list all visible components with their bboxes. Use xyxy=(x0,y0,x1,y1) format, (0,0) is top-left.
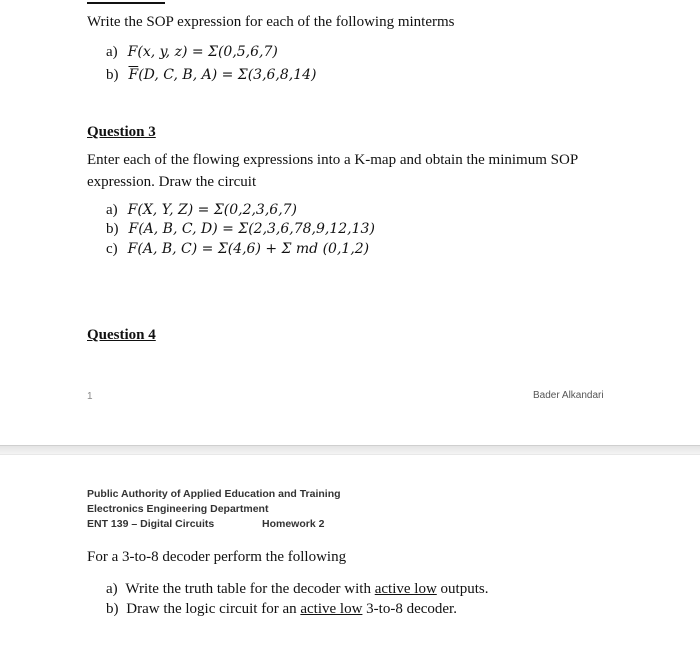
footer-page-number: 1 xyxy=(87,391,93,402)
q2-item-b-fbar: $\overline{F}$ xyxy=(128,67,139,83)
decoder-item-a xyxy=(106,581,488,598)
page-separator xyxy=(0,445,700,455)
q2-prompt: Write the SOP expression for each of the following minterms xyxy=(87,14,455,30)
decoder-item-a-label: a) xyxy=(106,581,118,597)
decoder-item-a-pre: Write the truth table for the decoder with xyxy=(125,581,375,597)
assignment-title: Homework 2 xyxy=(262,518,325,530)
footer-author: Bader Alkandari xyxy=(533,390,604,401)
decoder-prompt: For a 3-to-8 decoder perform the following xyxy=(87,549,347,565)
institution-name: Public Authority of Applied Education and Training xyxy=(87,488,341,500)
q3-heading: Question 3 xyxy=(87,124,156,140)
q3-item-b xyxy=(106,220,375,238)
q2-item-b xyxy=(106,66,317,84)
q2-item-b-expr: (D, C, B, A) = Σ(3,6,8,14) xyxy=(138,67,317,83)
q4-heading: Question 4 xyxy=(87,327,156,343)
q3-item-b-expr: F(A, B, C, D) = Σ(2,3,6,78,9,12,13) xyxy=(128,221,375,237)
q3-item-a-expr: F(X, Y, Z) = Σ(0,2,3,6,7) xyxy=(127,202,298,218)
decoder-item-a-post: outputs. xyxy=(436,581,489,597)
cut-off-heading-underline xyxy=(87,0,165,4)
decoder-item-b xyxy=(106,601,457,618)
decoder-item-b-emph: active low xyxy=(300,601,363,617)
decoder-item-b-post: 3-to-8 decoder. xyxy=(362,601,457,617)
q2-item-a-label: a) xyxy=(106,44,118,60)
q2-item-a xyxy=(106,43,278,61)
q3-prompt-line2: expression. Draw the circuit xyxy=(87,174,257,190)
decoder-item-b-pre: Draw the logic circuit for an xyxy=(126,601,301,617)
decoder-item-a-emph: active low xyxy=(374,581,437,597)
q3-item-b-label: b) xyxy=(106,221,119,237)
q2-item-a-expr: F(x, y, z) = Σ(0,5,6,7) xyxy=(127,44,278,60)
decoder-item-b-label: b) xyxy=(106,601,119,617)
q2-item-b-label: b) xyxy=(106,67,119,83)
q3-item-a xyxy=(106,201,297,219)
q3-item-c-expr: F(A, B, C) = Σ(4,6) + Σ md (0,1,2) xyxy=(127,241,370,257)
q3-item-c-label: c) xyxy=(106,241,118,257)
q3-item-c xyxy=(106,240,369,258)
q3-prompt-line1: Enter each of the flowing expressions into a K-map and obtain the minimum SOP xyxy=(87,152,579,168)
course-name: ENT 139 – Digital Circuits xyxy=(87,518,215,530)
department-name: Electronics Engineering Department xyxy=(87,503,269,515)
q3-item-a-label: a) xyxy=(106,202,118,218)
